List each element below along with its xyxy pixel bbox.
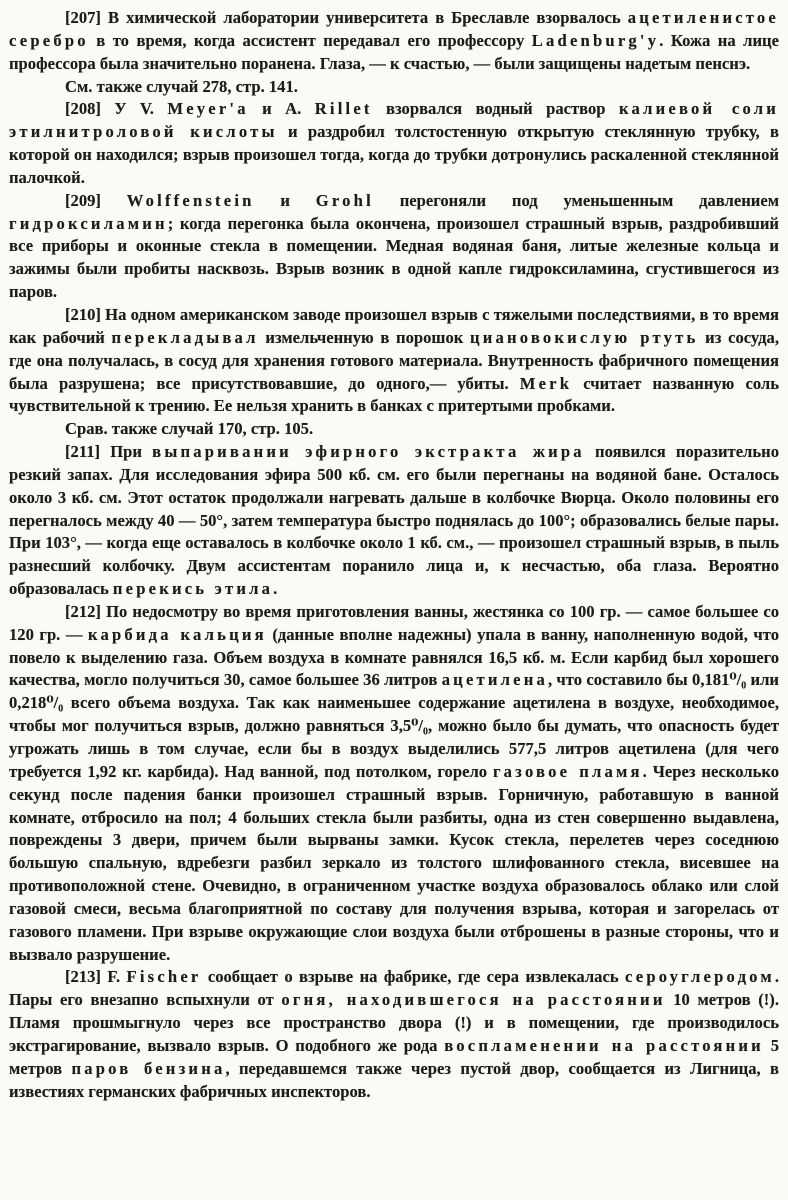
paragraph-209 xyxy=(9,190,779,304)
emphasized-text-run: Fischer xyxy=(126,967,202,987)
text-run: [208] У V. xyxy=(65,99,168,119)
text-run: и A. xyxy=(248,99,315,119)
text-run: [209] xyxy=(65,190,127,210)
text-run: в то время, когда ассистент передавал его профессору xyxy=(88,30,532,50)
text-run: , передавшемся также через пустой двор, сообщается из Лигница, в известиях германских фабричных инспекторов. xyxy=(9,1058,779,1101)
text-run: [207] В химической лаборатории университета в Бреславле взорвалось xyxy=(65,8,628,27)
paragraph-210-reference xyxy=(9,418,779,441)
emphasized-text-run: гидроксиламин xyxy=(9,213,168,233)
text-run: из сосуда, где она получалась, в сосуд для хранения готового материала. Внутренность фабричного помещения была разрушена; все присутствовавшие, до одного,— убиты. xyxy=(9,327,779,393)
text-run: перегоняли под уменьшенным давлением xyxy=(373,190,780,210)
paragraph-208 xyxy=(9,98,779,189)
emphasized-text-run: Ladenburg'y xyxy=(531,30,660,50)
text-run: [213] F. xyxy=(65,967,127,987)
emphasized-text-run: ацетилена xyxy=(441,670,548,690)
emphasized-text-run: Meyer'a xyxy=(167,99,249,119)
text-run: измельченную в порошок xyxy=(258,327,470,347)
paragraph-211 xyxy=(9,441,779,601)
emphasized-text-run: Merk xyxy=(519,373,573,393)
text-run: ; когда перегонка была окончена, произошел страшный взрыв, раздробивший все приборы и оконные стекла в помещении. Медная водяная баня, литые железные кольца и зажимы были пробиты насквозь. Взрыв возник в одной капле гидроксиламина, сгустившегося из паров. xyxy=(9,213,779,302)
emphasized-text-run: карбида кальция xyxy=(87,624,267,644)
text-run: , что составило бы 0,181⁰/₀ или 0,218⁰/₀ всего объема воздуха. Так как наименьшее содержание ацетилена в воздухе, необходимое, чтобы мог получиться взрыв, должно равняться 3,5⁰/₀, можно было бы думать, что опасность будет угрожать лишь в том случае, если бы в воздух выделились 577,5 литров ацетилена (для чего требуется 1,92 кг. карбида). Над ванной, под потолком, горело xyxy=(9,670,779,781)
emphasized-text-run: выпаривании эфирного экстракта жира xyxy=(152,442,585,462)
text-run: 5 метров xyxy=(9,1035,779,1078)
emphasized-text-run: газовое пламя xyxy=(492,761,643,781)
text-run: . Пары его внезапно вспыхнули от xyxy=(9,967,780,1010)
text-run: [211] При xyxy=(65,442,153,462)
text-run: [212] По недосмотру во время приготовления ванны, жестянка со 100 гр. — самое большее со 120 гр. — xyxy=(9,601,779,644)
paragraph-207-reference xyxy=(9,76,779,99)
page-text xyxy=(9,7,779,1104)
paragraph-212 xyxy=(9,601,779,967)
text-run: и раздробил толстостенную открытую стеклянную трубку, в которой он находился; взрыв произошел тогда, когда до трубки дотронулись раскаленной стеклянной палочкой. xyxy=(9,122,779,187)
emphasized-text-run: сероуглеродом xyxy=(625,967,775,987)
emphasized-text-run: воспламенении на расстоянии xyxy=(444,1035,764,1055)
paragraph-210 xyxy=(9,304,779,418)
text-run: и xyxy=(254,190,316,210)
emphasized-text-run: Grohl xyxy=(315,190,374,210)
emphasized-text-run: перекладывал xyxy=(111,327,259,347)
paragraph-213 xyxy=(9,966,779,1103)
emphasized-text-run: Rillet xyxy=(314,99,373,119)
text-run: См. также случай 278, стр. 141. xyxy=(65,76,298,96)
text-run: (данные вполне надежны) упала в ванну, наполненную водой, что повело к выделению газа. Объем воздуха в комнате равнялся 16,5 кб. м. Если карбид был хорошего качества, могло получиться 30, самое большее 36 литров xyxy=(9,624,779,690)
text-run: сообщает о взрыве на фабрике, где сера извлекалась xyxy=(201,967,626,987)
paragraph-207 xyxy=(9,7,779,76)
emphasized-text-run: ацетиленистое серебро xyxy=(9,8,779,50)
text-run: появился поразительно резкий запах. Для исследования эфира 500 кб. см. его были перегнаны на водяной бане. Осталось около 3 кб. см. Этот остаток продолжали нагревать дальше в колбочке Вюрца. Около половины его перегналось между 40 — 50°, затем температура быстро поднялась до 100°; образовались белые пары. При 103°, — когда еще оставалось в колбочке около 1 кб. см., — произошел страшный взрыв, в пыль разнесший колбочку. Двум ассистентам поранило лица и, к несчастью, оба глаза. Вероятно образовалась xyxy=(9,442,779,599)
emphasized-text-run: циановокислую ртуть xyxy=(470,327,699,347)
text-run: считает названную соль чувствительной к трению. Ее нельзя хранить в банках с притертыми пробками. xyxy=(9,373,779,416)
text-run: Срав. также случай 170, стр. 105. xyxy=(65,419,314,439)
text-run: взорвался водный раствор xyxy=(372,99,619,119)
text-run: 10 метров (!). Пламя прошмыгнуло через все пространство двора (!) и в помещении, где производилось экстрагирование, вызвало взрыв. О подобного же рода xyxy=(9,990,779,1055)
emphasized-text-run: Wolffenstein xyxy=(126,190,255,210)
text-run: . Кожа на лице профессора была значительно поранена. Глаза, — к счастью, — были защищены надетым пенснэ. xyxy=(9,30,779,73)
text-run: . xyxy=(273,579,278,599)
emphasized-text-run: перекись этила xyxy=(112,579,274,599)
emphasized-text-run: паров бензина xyxy=(71,1058,226,1078)
emphasized-text-run: огня, находившегося на расстоянии xyxy=(281,990,666,1010)
text-run: [210] На одном американском заводе произошел взрыв с тяжелыми последствиями, в то время как рабочий xyxy=(9,304,779,347)
emphasized-text-run: калиевой соли этилнитроловой кислоты xyxy=(9,99,779,142)
text-run: . Через несколько секунд после падения банки произошел страшный взрыв. Горничную, работавшую в ванной комнате, отбросило на пол; 4 больших стекла были разбиты, одна из стен совершенно выдавлена, повреждены 3 двери, причем были вырваны замки. Кусок стекла, перелетев через соседнюю большую спальную, вдребезги разбил зеркало из толстого шлифованного стекла, висевшее на противоположной стене. Очевидно, в ограниченном участке воздуха образовалось облако или слой газовой смеси, весьма благоприятной по составу для получения взрыва, которая и загорелась от газового пламени. При взрыве окружающие слои воздуха были отброшены в разные стороны, что и вызвало разрушение. xyxy=(9,761,780,964)
